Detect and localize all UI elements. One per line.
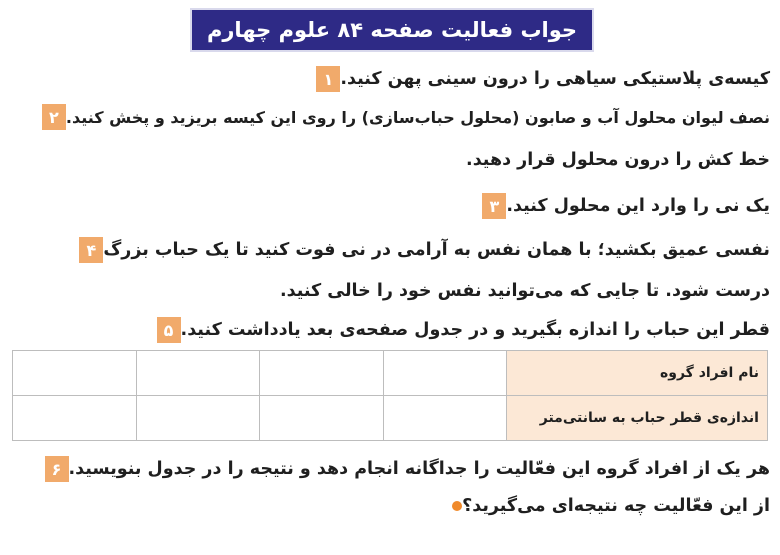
step-2-continuation: خط کش را درون محلول قرار دهید. [466, 150, 770, 170]
step-4 [69, 237, 770, 263]
step-text-4: نفسی عمیق بکشید؛ با همان نفس به آرامی در نی فوت کنید تا یک حباب بزرگ [103, 240, 770, 260]
step-number-4: ۴ [79, 237, 103, 263]
table-row [13, 396, 768, 441]
table-cell[interactable] [136, 351, 260, 396]
question-text: از این فعّالیت چه نتیجه‌ای می‌گیرید؟ [462, 496, 770, 516]
step-text-1: کیسه‌ی پلاستیکی سیاهی را درون سینی پهن کنید. [340, 69, 770, 89]
bullet-icon [452, 501, 462, 511]
step-text-3: یک نی را وارد این محلول کنید. [506, 196, 770, 216]
table-cell[interactable] [13, 351, 137, 396]
table-cell[interactable] [260, 396, 384, 441]
step-6 [35, 456, 771, 482]
table-cell[interactable] [383, 396, 507, 441]
step-text-5: قطر این حباب را اندازه بگیرید و در جدول صفحه‌ی بعد یادداشت کنید. [180, 320, 770, 340]
table-cell[interactable] [260, 351, 384, 396]
row-label-group-members: نام افراد گروه [507, 351, 768, 396]
table-cell[interactable] [383, 351, 507, 396]
table-cell[interactable] [136, 396, 260, 441]
step-number-5: ۵ [157, 317, 181, 343]
step-4-continuation: درست شود. تا جایی که می‌توانید نفس خود را خالی کنید. [279, 281, 770, 301]
step-number-3: ۳ [482, 193, 506, 219]
step-number-2: ۲ [42, 104, 66, 130]
step-text-6: هر یک از افراد گروه این فعّالیت را جداگانه انجام دهد و نتیجه را در جدول بنویسید. [68, 459, 770, 479]
step-5 [147, 317, 770, 343]
data-table [12, 350, 768, 441]
step-text-2: نصف لیوان محلول آب و صابون (محلول حباب‌سازی) را روی این کیسه بریزید و پخش کنید. [65, 107, 770, 127]
step-number-1: ۱ [316, 66, 340, 92]
step-2 [32, 104, 770, 130]
page-title: جواب فعالیت صفحه ۸۴ علوم چهارم [190, 8, 594, 52]
row-label-bubble-diameter: اندازه‌ی قطر حباب به سانتی‌متر [507, 396, 768, 441]
step-3 [472, 193, 770, 219]
step-number-6: ۶ [45, 456, 69, 482]
table-row [13, 351, 768, 396]
question [442, 496, 770, 516]
step-1 [306, 66, 770, 92]
table-cell[interactable] [13, 396, 137, 441]
